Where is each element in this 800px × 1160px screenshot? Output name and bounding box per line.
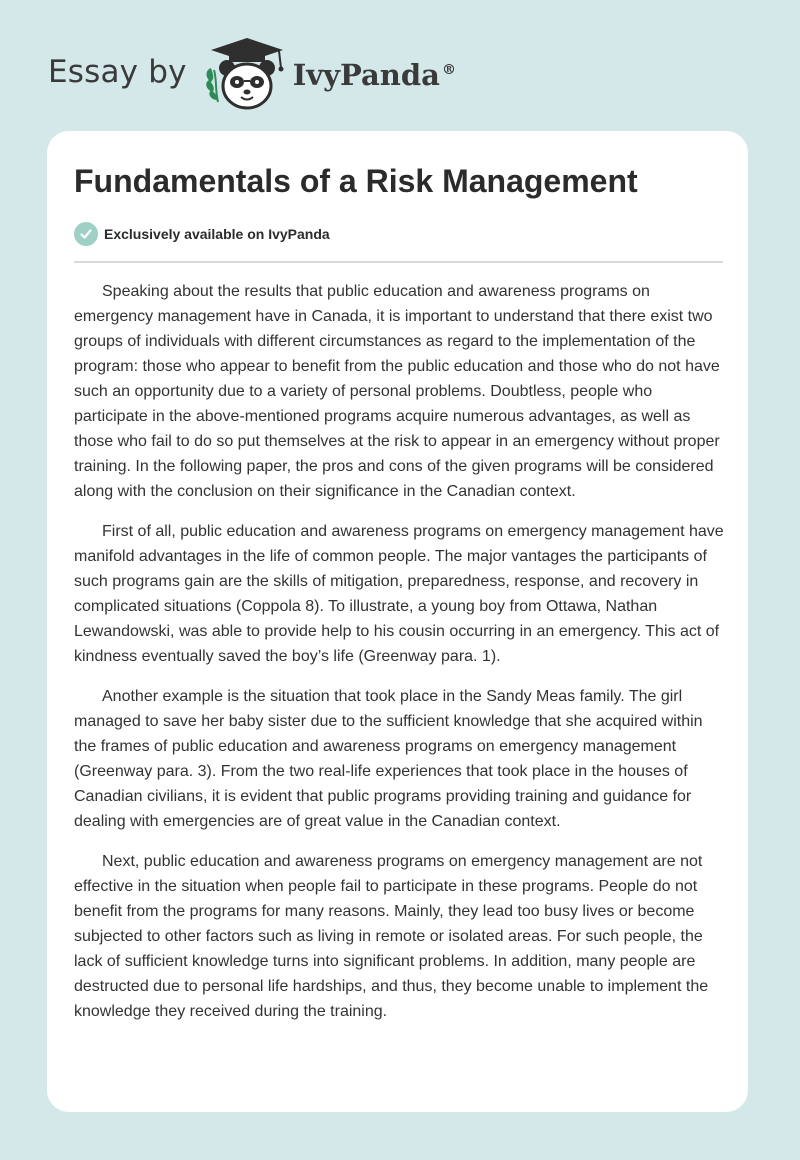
brand-name-text: IvyPanda [292,58,440,92]
exclusive-label: Exclusively available on IvyPanda [104,226,330,242]
exclusive-badge [74,222,330,246]
paragraph: First of all, public education and awareness programs on emergency management have manifold advantages in the life of common people. The major vantages the participants of such programs gain are the skills of mitigation, preparedness, response, and recovery in complicated situations (Coppola 8). To illustrate, a young boy from Ottawa, Nathan Lewandowski, was able to provide help to his cousin occurring in an emergency. This act of kindness eventually saved the boy’s life (Greenway para. 1). [74,523,724,665]
essay-title: Fundamentals of a Risk Management [74,163,638,199]
paragraph: Speaking about the results that public education and awareness programs on emergency management have in Canada, it is important to understand that there exist two groups of individuals with different circumstances as regard to the implementation of the program: those who appear to benefit from the public education and those who do not have such an opportunity due to a variety of personal problems. Doubtless, people who participate in the above-mentioned programs acquire numerous advantages, as well as those who fail to do so put themselves at the risk to appear in an emergency without proper training. In the following paper, the pros and cons of the given programs will be considered along with the conclusion on their significance in the Canadian context. [74,283,720,500]
paragraph: Next, public education and awareness programs on emergency management are not effective in the situation when people fail to participate in these programs. People do not benefit from the programs for many reasons. Mainly, they lead too busy lives or become subjected to other factors such as living in remote or isolated areas. For such people, the lack of sufficient knowledge turns into significant problems. In addition, many people are destructed due to personal life hardships, and thus, they become unable to implement the knowledge they received during the training. [74,853,709,1020]
paragraph: Another example is the situation that took place in the Sandy Meas family. The girl managed to save her baby sister due to the sufficient knowledge that she acquired within the frames of public education and awareness programs on emergency management (Greenway para. 3). From the two real-life experiences that took place in the houses of Canadian civilians, it is evident that public programs providing training and guidance for dealing with emergencies are of great value in the Canadian context. [74,688,703,830]
registered-mark: ® [441,62,456,79]
checkmark-icon [74,222,98,246]
title-divider [74,261,723,263]
essay-by-label: Essay by [48,54,187,90]
essay-card [47,131,748,1112]
panda-logo-icon[interactable] [201,34,293,114]
essay-body [74,279,726,1039]
brand-name[interactable] [293,58,456,92]
site-header [48,34,456,114]
